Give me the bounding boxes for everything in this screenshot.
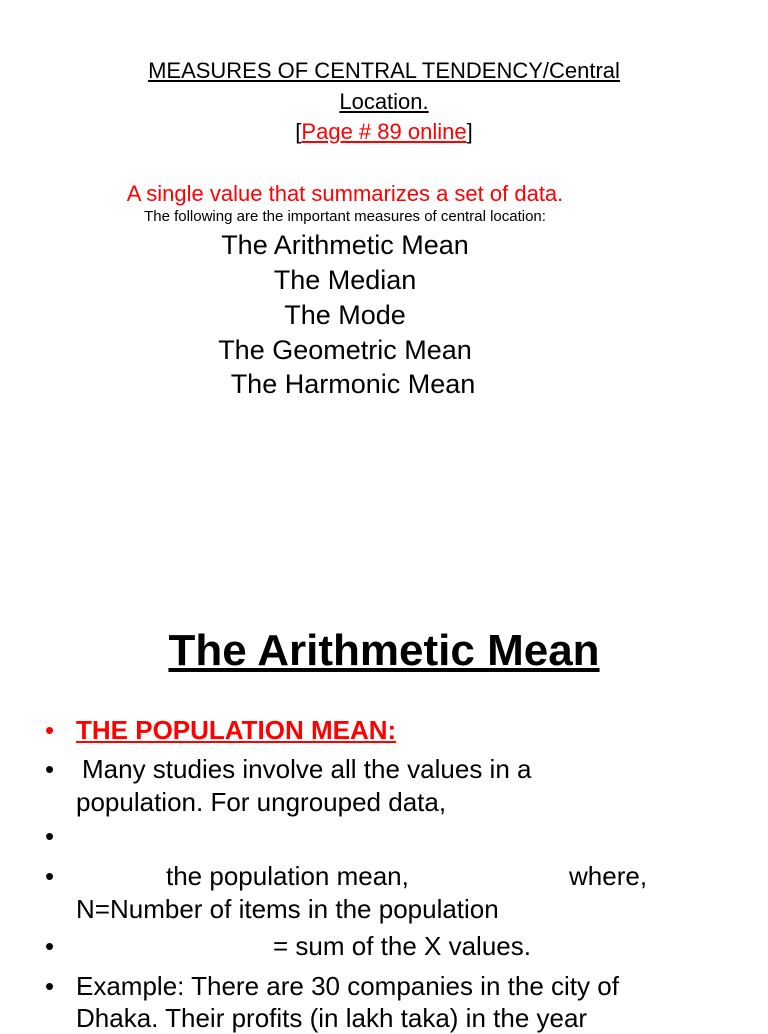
slide-title-line-2 [0, 87, 768, 117]
where-label: where, [569, 861, 648, 891]
bullet-marker: • [45, 971, 55, 1001]
slide-title-line-1: MEASURES OF CENTRAL TENDENCY/Central [148, 58, 620, 83]
page-reference-open-bracket: [ [295, 119, 302, 144]
page-reference [0, 117, 768, 147]
population-mean-label: the population mean, [166, 861, 409, 891]
page-reference-close-bracket: ] [466, 119, 473, 144]
slide-title-location: Location. [339, 89, 429, 114]
measure-median: The Median [273, 265, 417, 295]
bullet-marker: • [45, 861, 55, 891]
measures-intro: The following are the important measures of central location: [144, 208, 546, 225]
slide-heading: The Arithmetic Mean [168, 626, 600, 675]
sum-definition: = sum of the X values. [273, 931, 531, 961]
studies-text-line-2: population. For ungrouped data, [76, 787, 447, 817]
example-line-2: Dhaka. Their profits (in lakh taka) in the year [76, 1003, 588, 1033]
bullet-marker: • [45, 754, 55, 784]
bullet-marker: • [45, 715, 55, 745]
measure-arithmetic-mean: The Arithmetic Mean [221, 230, 469, 260]
slide-central-tendency [0, 0, 768, 430]
studies-text-line-1: Many studies involve all the values in a [82, 754, 532, 784]
measure-harmonic-mean: The Harmonic Mean [230, 369, 476, 399]
population-mean-heading: THE POPULATION MEAN: [76, 715, 397, 745]
bullet-marker: • [45, 821, 55, 851]
n-definition: N=Number of items in the population [76, 894, 499, 924]
example-line-1: Example: There are 30 companies in the city of [76, 971, 619, 1001]
page-reference-text: Page # 89 online [301, 119, 467, 144]
measure-geometric-mean: The Geometric Mean [218, 335, 472, 365]
slide-arithmetic-mean [0, 610, 768, 1033]
measure-mode: The Mode [284, 300, 406, 330]
bullet-marker: • [45, 931, 55, 961]
definition-summary: A single value that summarizes a set of data. [126, 181, 564, 206]
